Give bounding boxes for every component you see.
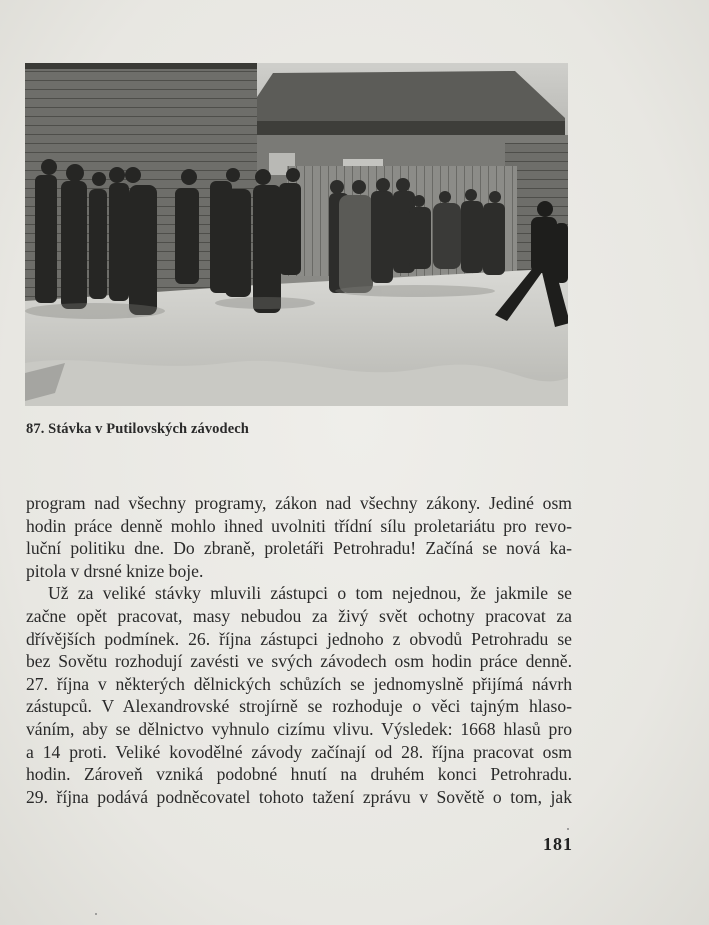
text-line: program nad všechny programy, zákon nad všechny zákony. Jediné osm [26,493,572,513]
page-number: 181 [543,834,573,854]
photo-caption: 87. Stávka v Putilovských závodech [26,421,249,437]
text-line: dřívějších podmínek. 26. října zástupci jednoho z obvodů Petrohradu se [26,628,572,649]
text-line: bez Sovětu rozhodují zavésti ve svých závodech osm hodin práce denně. [26,651,572,672]
paper-speck [95,913,97,915]
text-line: váním, aby se dělnictvo vyhnulo cizímu vlivu. Výsledek: 1668 hlasů pro [26,718,572,739]
body-text [26,492,572,808]
text-line: Už za veliké stávky mluvili zástupci o tom nejednou, že jakmile se [48,583,572,604]
text-line: a 14 proti. Veliké kovodělné závody začínají od 28. října pracovat osm [26,741,572,762]
text-line: zástupců. V Alexandrovské strojírně se rozhoduje o věci tajným hlaso- [26,696,572,717]
text-line: 27. října v některých dělnických schůzích se jednomyslně přijímá návrh [26,673,572,694]
text-line: luční politiku dne. Do zbraně, proletáři Petrohradu! Začíná se nová ka- [26,538,572,559]
text-line: pitola v drsné knize boje. [26,560,204,581]
text-line: hodin. Zároveň vzniká podobné hnutí na druhém konci Petrohradu. [26,764,572,785]
strike-photograph [25,63,568,406]
paper-speck [567,828,569,830]
text-line: 29. října podává podněcovatel tohoto tažení zprávu v Sovětě o tom, jak [26,786,572,807]
text-line: začne opět pracovat, masy nebudou za živý svět ochotny pracovat za [26,605,572,626]
text-line: hodin práce denně mohlo ihned uvolniti třídní sílu proletariátu pro revo- [26,515,572,536]
